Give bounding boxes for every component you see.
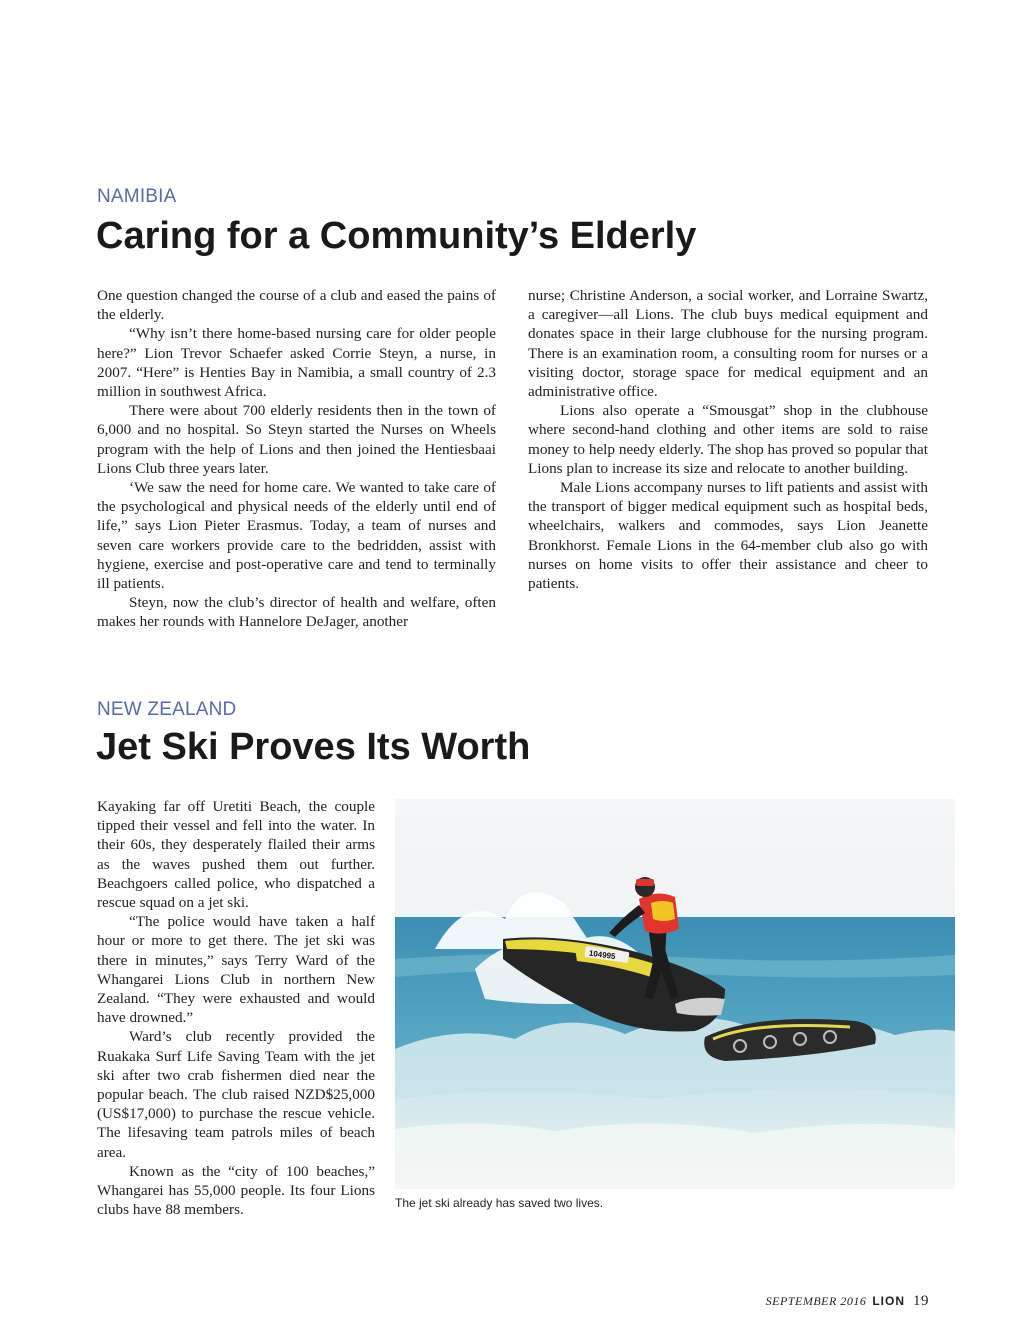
- paragraph: “Why isn’t there home-based nursing care for older people here?” Lion Trevor Schaefer asked Corrie Steyn, a nurse, in 2007. “Here” is Henties Bay in Namibia, a small country of 2.3 million in southwest Africa.: [97, 325, 496, 401]
- paragraph: ‘We saw the need for home care. We wanted to take care of the psychological and physical needs of the elderly until end of life,” says Lion Pieter Erasmus. Today, a team of nurses and seven care workers provide care to the bedridden, assist with hygiene, exercise and post-operative care and tend to terminally ill patients.: [97, 479, 496, 593]
- issue-date: SEPTEMBER 2016: [765, 1294, 867, 1308]
- paragraph: Kayaking far off Uretiti Beach, the couple tipped their vessel and fell into the water. In their 60s, they desperately flailed their arms as the waves pushed them out further. Beachgoers called police, who dispatched a rescue squad on a jet ski.: [97, 798, 375, 912]
- paragraph: Male Lions accompany nurses to lift patients and assist with the transport of bigger medical equipment such as hospital beds, wheelchairs, walkers and commodes, says Lion Jeanette Bronkhorst. Female Lions in the 64-member club also go with nurses on home visits to offer their assistance and cheer to patients.: [528, 479, 928, 593]
- section-kicker-namibia: NAMIBIA: [97, 186, 177, 207]
- jet-ski-illustration: [395, 799, 955, 1189]
- photo-caption: The jet ski already has saved two lives.: [395, 1196, 604, 1210]
- paragraph: nurse; Christine Anderson, a social worker, and Lorraine Swartz, a caregiver—all Lions. The club buys medical equipment and donates space in their large clubhouse for the nursing program. There is an examination room, a consulting room for nurses or a visiting doctor, storage space for medical equipment and an administrative office.: [528, 287, 928, 401]
- paragraph: There were about 700 elderly residents then in the town of 6,000 and no hospital. So Steyn started the Nurses on Wheels program with the help of Lions and then joined the Hentiesbaai Lions Club three years later.: [97, 402, 496, 477]
- paragraph: Lions also operate a “Smousgat” shop in the clubhouse where second-hand clothing and other items are sold to raise money to help needy elderly. The shop has proved so popular that Lions plan to increase its size and relocate to another building.: [528, 402, 928, 477]
- headline-namibia: Caring for a Community’s Elderly: [96, 215, 697, 257]
- magazine-name: LION: [872, 1294, 905, 1308]
- jet-ski-photo: [395, 799, 955, 1189]
- page-number: 19: [913, 1293, 929, 1309]
- paragraph: Steyn, now the club’s director of health and welfare, often makes her rounds with Hannelore DeJager, another: [97, 594, 496, 631]
- paragraph: “The police would have taken a half hour or more to get there. The jet ski was there in minutes,” says Terry Ward of the Whangarei Lions Club in northern New Zealand. “They were exhausted and would have drowned.”: [97, 913, 375, 1027]
- namibia-column-2: [528, 286, 928, 593]
- headline-new-zealand: Jet Ski Proves Its Worth: [96, 726, 531, 768]
- paragraph: One question changed the course of a club and eased the pains of the elderly.: [97, 287, 496, 324]
- paragraph: Known as the “city of 100 beaches,” Whangarei has 55,000 people. Its four Lions clubs have 88 members.: [97, 1162, 375, 1219]
- page-footer: [766, 1293, 929, 1310]
- namibia-column-1: [97, 286, 496, 632]
- paragraph: Ward’s club recently provided the Ruakaka Surf Life Saving Team with the jet ski after two crab fishermen died near the popular beach. The club raised NZD$25,000 (US$17,000) to purchase the rescue vehicle. The lifesaving team patrols miles of beach area.: [97, 1028, 375, 1161]
- new-zealand-column: [97, 797, 375, 1219]
- hull-number: 104995: [588, 948, 617, 962]
- section-kicker-new-zealand: NEW ZEALAND: [97, 699, 237, 720]
